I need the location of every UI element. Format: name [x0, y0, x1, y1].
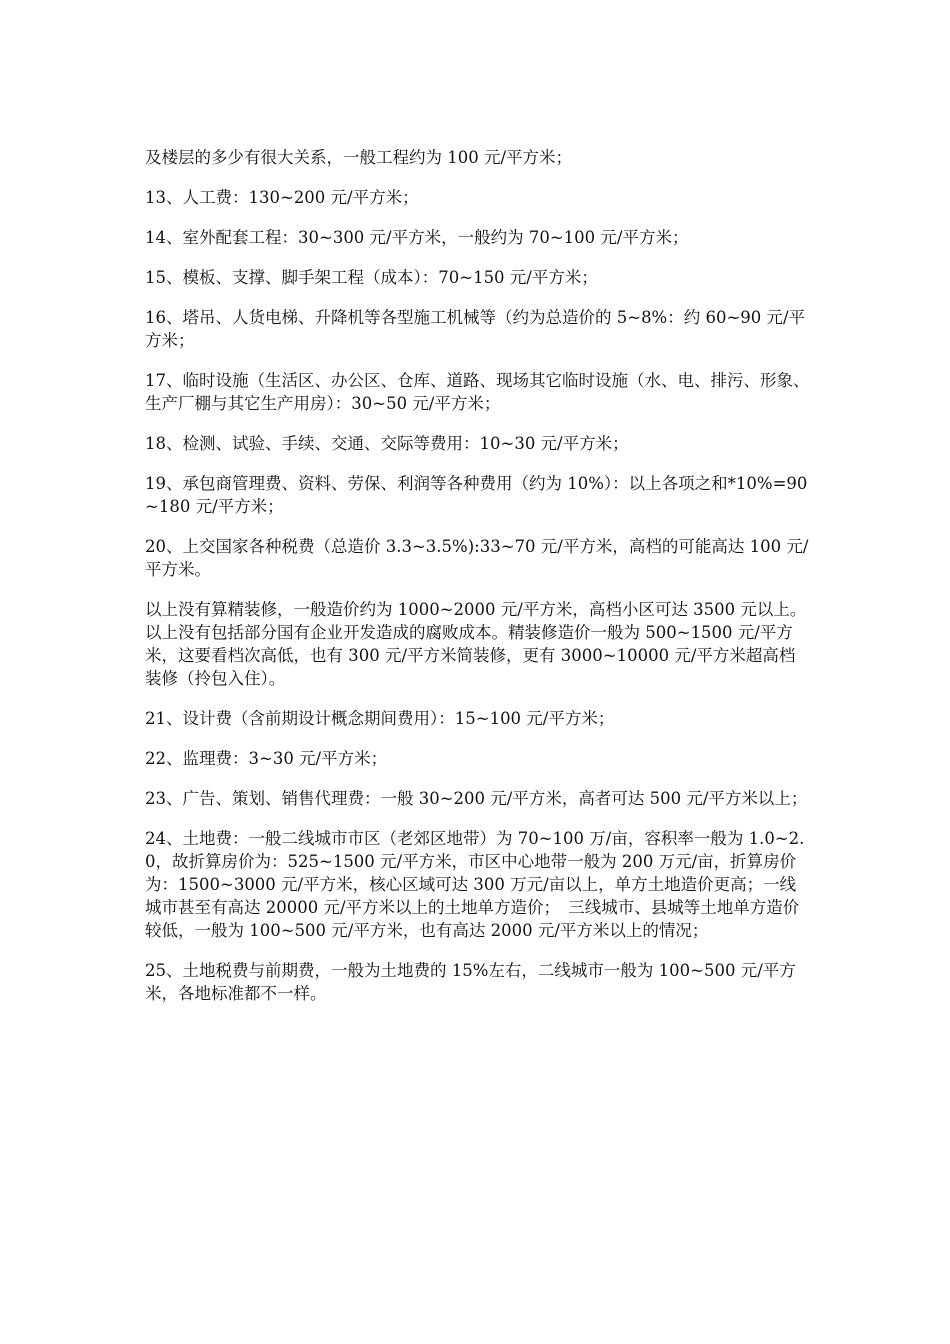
- paragraph-item-22-supervision: 22、监理费：3~30 元/平方米；: [145, 749, 388, 768]
- paragraph-item-19-contractor: 19、承包商管理费、资料、劳保、利润等各种费用（约为 10%）：以上各项之和*10%=90~180 元/平方米；: [145, 474, 808, 516]
- paragraph-item-21-design: 21、设计费（含前期设计概念期间费用）：15~100 元/平方米；: [145, 709, 615, 728]
- paragraph-item-17-temporary: 17、临时设施（生活区、办公区、仓库、道路、现场其它临时设施（水、电、排污、形象、生产厂棚与其它生产用房）：30~50 元/平方米；: [145, 371, 810, 413]
- paragraph-item-24-land: 24、土地费：一般二线城市市区（老郊区地带）为 70~100 万/亩，容积率一般为 1.0~2.0，故折算房价为：525~1500 元/平方米，市区中心地带一般为 200 万元/亩，折算房价为：1500~3000 元/平方米，核心区域可达 300 万元/亩以上，单方土地造价更高；一线城市甚至有高达 20000 元/平方米以上的土地单方造价； 三线城市、县城等土地单方造价较低，一般为 100~500 元/平方米，也有高达 2000 元/平方米以上的情况；: [145, 829, 805, 940]
- paragraph-item-23-advertising: 23、广告、策划、销售代理费：一般 30~200 元/平方米，高者可达 500 元/平方米以上；: [145, 789, 808, 808]
- paragraph-decoration-note: 以上没有算精装修，一般造价约为 1000~2000 元/平方米，高档小区可达 3500 元以上。以上没有包括部分国有企业开发造成的腐败成本。精装修造价一般为 500~1500 元/平方米，这要看档次高低，也有 300 元/平方米简装修，更有 3000~10000 元/平方米超高档装修（拎包入住）。: [145, 600, 807, 688]
- paragraph-item-14-outdoor: 14、室外配套工程：30~300 元/平方米，一般约为 70~100 元/平方米；: [145, 228, 689, 247]
- paragraph-item-16-machinery: 16、塔吊、人货电梯、升降机等各型施工机械等（约为总造价的 5~8%：约 60~90 元/平方米；: [145, 308, 806, 350]
- paragraph-item-15-formwork: 15、模板、支撑、脚手架工程（成本）：70~150 元/平方米；: [145, 268, 598, 287]
- paragraph-item-25-land-tax: 25、土地税费与前期费，一般为土地费的 15%左右，二线城市一般为 100~500 元/平方米，各地标准都不一样。: [145, 961, 796, 1003]
- paragraph-item-18-testing: 18、检测、试验、手续、交通、交际等费用：10~30 元/平方米；: [145, 434, 629, 453]
- paragraph-item-20-taxes: 20、上交国家各种税费（总造价 3.3~3.5%):33~70 元/平方米，高档的可能高达 100 元/平方米。: [145, 537, 809, 579]
- paragraph-building-floors-continuation: 及楼层的多少有很大关系，一般工程约为 100 元/平方米；: [145, 148, 573, 167]
- document-page: [145, 146, 810, 1022]
- paragraph-item-13-labor: 13、人工费：130~200 元/平方米；: [145, 188, 419, 207]
